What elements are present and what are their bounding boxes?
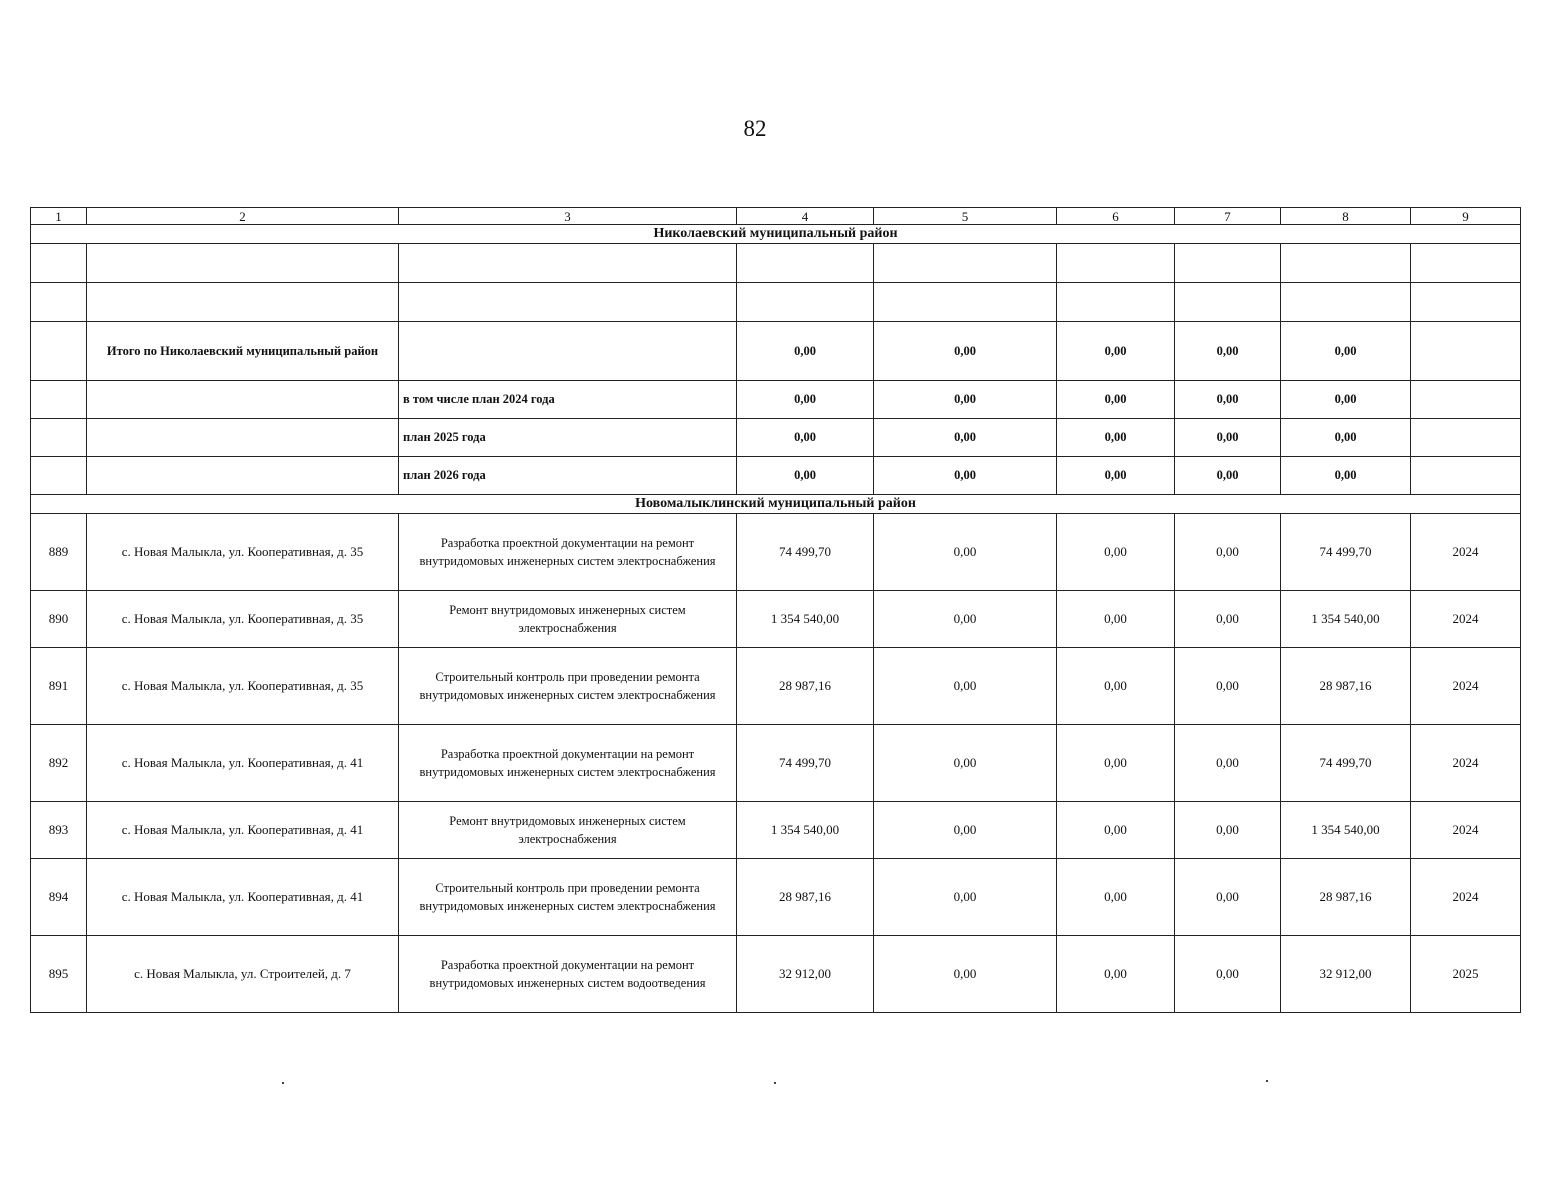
column-number: 1 xyxy=(31,208,87,225)
row-number: 892 xyxy=(31,725,87,802)
row-col-8: 1 354 540,00 xyxy=(1281,591,1411,648)
plan-row xyxy=(31,419,1521,457)
row-address: с. Новая Малыкла, ул. Кооперативная, д. 35 xyxy=(87,591,399,648)
row-work-type: Разработка проектной документации на ремонт внутридомовых инженерных систем электроснабжения xyxy=(399,514,737,591)
row-work-type: Ремонт внутридомовых инженерных систем электроснабжения xyxy=(399,802,737,859)
row-col-5: 0,00 xyxy=(874,802,1057,859)
column-number-row xyxy=(31,208,1521,225)
table-row xyxy=(31,725,1521,802)
row-number: 895 xyxy=(31,936,87,1013)
plan-value: 0,00 xyxy=(737,419,874,457)
row-col-5: 0,00 xyxy=(874,591,1057,648)
row-address: с. Новая Малыкла, ул. Кооперативная, д. 41 xyxy=(87,725,399,802)
row-col-7: 0,00 xyxy=(1175,725,1281,802)
page-number: 82 xyxy=(743,116,767,141)
row-col-8: 74 499,70 xyxy=(1281,514,1411,591)
row-col-4: 32 912,00 xyxy=(737,936,874,1013)
row-col-7: 0,00 xyxy=(1175,591,1281,648)
row-year: 2024 xyxy=(1411,859,1521,936)
row-work-type: Разработка проектной документации на ремонт внутридомовых инженерных систем водоотведения xyxy=(399,936,737,1013)
row-work-type: Ремонт внутридомовых инженерных систем электроснабжения xyxy=(399,591,737,648)
plan-value: 0,00 xyxy=(1175,457,1281,495)
plan-value: 0,00 xyxy=(1281,457,1411,495)
plan-value: 0,00 xyxy=(1281,381,1411,419)
plan-value: 0,00 xyxy=(1175,419,1281,457)
row-col-8: 74 499,70 xyxy=(1281,725,1411,802)
row-col-7: 0,00 xyxy=(1175,859,1281,936)
column-number: 5 xyxy=(874,208,1057,225)
district-header-row xyxy=(31,495,1521,514)
row-col-7: 0,00 xyxy=(1175,648,1281,725)
total-value: 0,00 xyxy=(1175,322,1281,381)
scan-speck xyxy=(282,1082,284,1084)
row-col-5: 0,00 xyxy=(874,725,1057,802)
district-header-row xyxy=(31,225,1521,244)
row-address: с. Новая Малыкла, ул. Кооперативная, д. 35 xyxy=(87,648,399,725)
district-title: Новомалыклинский муниципальный район xyxy=(31,495,1521,514)
scan-speck xyxy=(774,1082,776,1084)
row-col-5: 0,00 xyxy=(874,514,1057,591)
scan-speck xyxy=(1266,1080,1268,1082)
row-work-type: Строительный контроль при проведении ремонта внутридомовых инженерных систем электроснабжения xyxy=(399,648,737,725)
row-address: с. Новая Малыкла, ул. Кооперативная, д. 41 xyxy=(87,802,399,859)
table-row xyxy=(31,802,1521,859)
plan-value: 0,00 xyxy=(874,457,1057,495)
row-col-7: 0,00 xyxy=(1175,514,1281,591)
table-row xyxy=(31,859,1521,936)
row-col-4: 1 354 540,00 xyxy=(737,802,874,859)
capital-repair-table xyxy=(30,207,1521,1013)
column-number: 7 xyxy=(1175,208,1281,225)
total-value: 0,00 xyxy=(737,322,874,381)
row-col-6: 0,00 xyxy=(1057,802,1175,859)
row-address: с. Новая Малыкла, ул. Строителей, д. 7 xyxy=(87,936,399,1013)
row-col-4: 74 499,70 xyxy=(737,514,874,591)
empty-row xyxy=(31,283,1521,322)
row-col-8: 32 912,00 xyxy=(1281,936,1411,1013)
row-number: 889 xyxy=(31,514,87,591)
row-col-4: 1 354 540,00 xyxy=(737,591,874,648)
row-col-6: 0,00 xyxy=(1057,725,1175,802)
row-number: 894 xyxy=(31,859,87,936)
row-col-5: 0,00 xyxy=(874,859,1057,936)
row-col-4: 28 987,16 xyxy=(737,859,874,936)
plan-value: 0,00 xyxy=(737,457,874,495)
row-address: с. Новая Малыкла, ул. Кооперативная, д. 35 xyxy=(87,514,399,591)
row-col-4: 74 499,70 xyxy=(737,725,874,802)
row-number: 890 xyxy=(31,591,87,648)
row-col-8: 28 987,16 xyxy=(1281,859,1411,936)
row-address: с. Новая Малыкла, ул. Кооперативная, д. 41 xyxy=(87,859,399,936)
row-number: 893 xyxy=(31,802,87,859)
total-label: Итого по Николаевский муниципальный район xyxy=(87,322,399,381)
row-col-8: 28 987,16 xyxy=(1281,648,1411,725)
row-col-4: 28 987,16 xyxy=(737,648,874,725)
row-work-type: Разработка проектной документации на ремонт внутридомовых инженерных систем электроснабжения xyxy=(399,725,737,802)
table-row xyxy=(31,591,1521,648)
plan-value: 0,00 xyxy=(1057,419,1175,457)
row-col-7: 0,00 xyxy=(1175,802,1281,859)
total-value: 0,00 xyxy=(1281,322,1411,381)
empty-row xyxy=(31,244,1521,283)
plan-value: 0,00 xyxy=(1281,419,1411,457)
row-col-5: 0,00 xyxy=(874,936,1057,1013)
column-number: 4 xyxy=(737,208,874,225)
row-year: 2025 xyxy=(1411,936,1521,1013)
total-value: 0,00 xyxy=(1057,322,1175,381)
row-number: 891 xyxy=(31,648,87,725)
row-col-6: 0,00 xyxy=(1057,591,1175,648)
district-title: Николаевский муниципальный район xyxy=(31,225,1521,244)
plan-row xyxy=(31,381,1521,419)
plan-value: 0,00 xyxy=(1175,381,1281,419)
row-work-type: Строительный контроль при проведении ремонта внутридомовых инженерных систем электроснабжения xyxy=(399,859,737,936)
table-row xyxy=(31,648,1521,725)
row-col-6: 0,00 xyxy=(1057,936,1175,1013)
district-total-row xyxy=(31,322,1521,381)
plan-value: 0,00 xyxy=(1057,457,1175,495)
row-col-6: 0,00 xyxy=(1057,648,1175,725)
row-year: 2024 xyxy=(1411,591,1521,648)
row-col-6: 0,00 xyxy=(1057,514,1175,591)
column-number: 9 xyxy=(1411,208,1521,225)
row-col-7: 0,00 xyxy=(1175,936,1281,1013)
total-value: 0,00 xyxy=(874,322,1057,381)
plan-row xyxy=(31,457,1521,495)
row-col-6: 0,00 xyxy=(1057,859,1175,936)
column-number: 2 xyxy=(87,208,399,225)
row-col-8: 1 354 540,00 xyxy=(1281,802,1411,859)
row-year: 2024 xyxy=(1411,725,1521,802)
row-col-5: 0,00 xyxy=(874,648,1057,725)
plan-value: 0,00 xyxy=(874,381,1057,419)
plan-value: 0,00 xyxy=(737,381,874,419)
plan-label: план 2025 года xyxy=(399,419,737,457)
plan-label: в том числе план 2024 года xyxy=(399,381,737,419)
column-number: 6 xyxy=(1057,208,1175,225)
row-year: 2024 xyxy=(1411,514,1521,591)
table-row xyxy=(31,514,1521,591)
column-number: 8 xyxy=(1281,208,1411,225)
table-row xyxy=(31,936,1521,1013)
column-number: 3 xyxy=(399,208,737,225)
row-year: 2024 xyxy=(1411,802,1521,859)
plan-label: план 2026 года xyxy=(399,457,737,495)
row-year: 2024 xyxy=(1411,648,1521,725)
plan-value: 0,00 xyxy=(874,419,1057,457)
plan-value: 0,00 xyxy=(1057,381,1175,419)
